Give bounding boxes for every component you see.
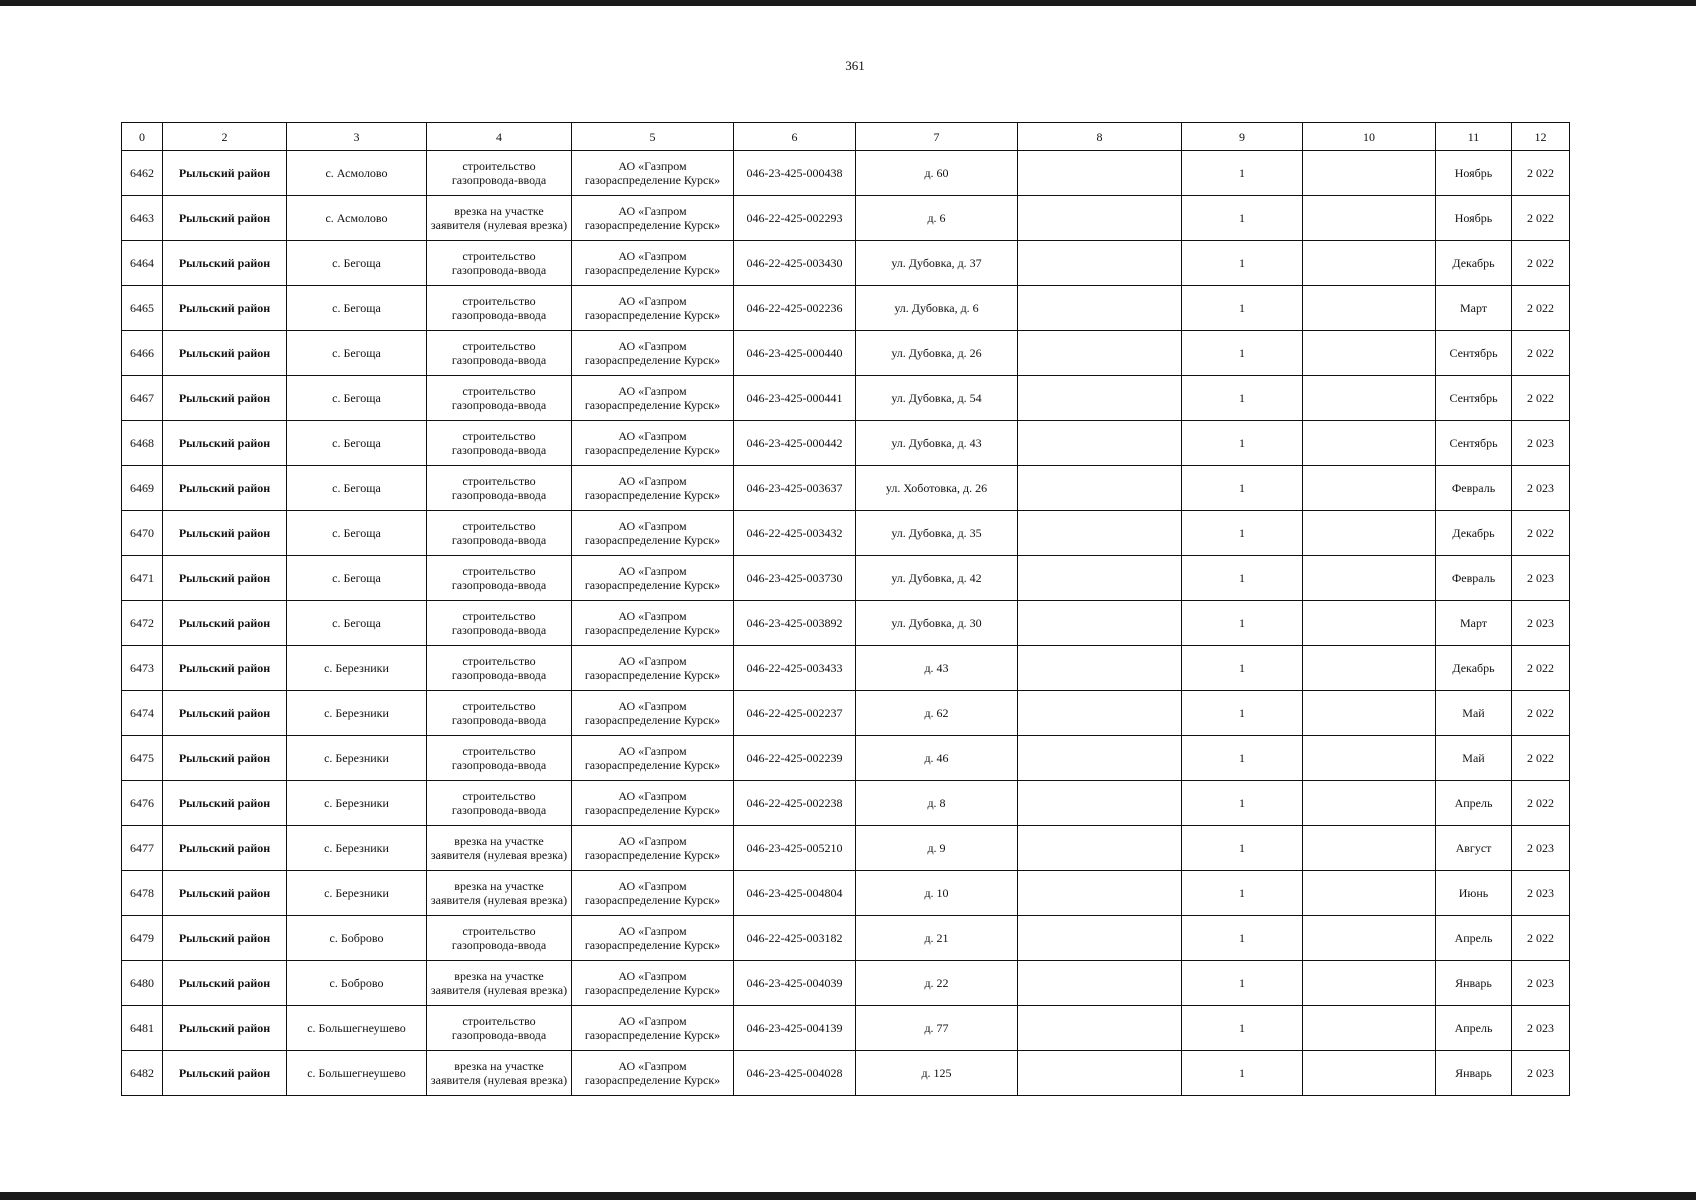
column-header-column-10: 10 (1303, 123, 1436, 151)
cell-column-8 (1018, 466, 1182, 511)
cell-district: Рыльский район (163, 376, 287, 421)
cell-application-number: 046-23-425-003730 (734, 556, 856, 601)
cell-column-8 (1018, 1006, 1182, 1051)
cell-address: д. 10 (856, 871, 1018, 916)
cell-district: Рыльский район (163, 736, 287, 781)
cell-address: д. 9 (856, 826, 1018, 871)
cell-address: д. 8 (856, 781, 1018, 826)
table-row (122, 1006, 1570, 1051)
cell-column-10 (1303, 646, 1436, 691)
cell-work-type: строительство газопровода-ввода (427, 511, 572, 556)
cell-year: 2 022 (1512, 241, 1570, 286)
column-header-district: 2 (163, 123, 287, 151)
cell-application-number: 046-22-425-002237 (734, 691, 856, 736)
cell-application-number: 046-23-425-004039 (734, 961, 856, 1006)
cell-address: ул. Хоботовка, д. 26 (856, 466, 1018, 511)
table-row (122, 151, 1570, 196)
cell-quantity: 1 (1182, 556, 1303, 601)
cell-month: Март (1436, 286, 1512, 331)
cell-column-8 (1018, 241, 1182, 286)
cell-column-8 (1018, 871, 1182, 916)
cell-organization: АО «Газпром газораспределение Курск» (572, 286, 734, 331)
cell-quantity: 1 (1182, 466, 1303, 511)
table-row (122, 826, 1570, 871)
cell-column-8 (1018, 421, 1182, 466)
table-row (122, 781, 1570, 826)
cell-district: Рыльский район (163, 151, 287, 196)
cell-column-8 (1018, 1051, 1182, 1096)
cell-address: ул. Дубовка, д. 43 (856, 421, 1018, 466)
cell-district: Рыльский район (163, 781, 287, 826)
cell-organization: АО «Газпром газораспределение Курск» (572, 1051, 734, 1096)
cell-column-8 (1018, 781, 1182, 826)
cell-work-type: строительство газопровода-ввода (427, 286, 572, 331)
cell-settlement: с. Березники (287, 781, 427, 826)
table-row (122, 286, 1570, 331)
cell-district: Рыльский район (163, 961, 287, 1006)
column-header-column-8: 8 (1018, 123, 1182, 151)
cell-quantity: 1 (1182, 871, 1303, 916)
cell-year: 2 023 (1512, 1051, 1570, 1096)
cell-column-10 (1303, 421, 1436, 466)
cell-work-type: строительство газопровода-ввода (427, 376, 572, 421)
cell-month: Май (1436, 736, 1512, 781)
cell-organization: АО «Газпром газораспределение Курск» (572, 826, 734, 871)
cell-settlement: с. Бегоща (287, 601, 427, 646)
cell-row-number: 6476 (122, 781, 163, 826)
cell-district: Рыльский район (163, 916, 287, 961)
cell-year: 2 022 (1512, 196, 1570, 241)
cell-district: Рыльский район (163, 871, 287, 916)
cell-month: Декабрь (1436, 241, 1512, 286)
cell-month: Май (1436, 691, 1512, 736)
table-row (122, 961, 1570, 1006)
cell-year: 2 023 (1512, 961, 1570, 1006)
cell-year: 2 023 (1512, 556, 1570, 601)
cell-row-number: 6474 (122, 691, 163, 736)
cell-district: Рыльский район (163, 286, 287, 331)
cell-settlement: с. Бегоща (287, 466, 427, 511)
cell-column-8 (1018, 646, 1182, 691)
cell-work-type: строительство газопровода-ввода (427, 151, 572, 196)
cell-quantity: 1 (1182, 646, 1303, 691)
cell-organization: АО «Газпром газораспределение Курск» (572, 871, 734, 916)
cell-row-number: 6482 (122, 1051, 163, 1096)
cell-quantity: 1 (1182, 151, 1303, 196)
cell-work-type: строительство газопровода-ввода (427, 691, 572, 736)
cell-column-10 (1303, 871, 1436, 916)
cell-year: 2 022 (1512, 736, 1570, 781)
cell-column-10 (1303, 601, 1436, 646)
cell-work-type: врезка на участке заявителя (нулевая врезка) (427, 196, 572, 241)
cell-year: 2 023 (1512, 421, 1570, 466)
cell-district: Рыльский район (163, 241, 287, 286)
cell-month: Апрель (1436, 781, 1512, 826)
cell-district: Рыльский район (163, 196, 287, 241)
cell-quantity: 1 (1182, 196, 1303, 241)
cell-application-number: 046-22-425-002238 (734, 781, 856, 826)
cell-address: д. 77 (856, 1006, 1018, 1051)
cell-column-8 (1018, 916, 1182, 961)
cell-row-number: 6462 (122, 151, 163, 196)
cell-district: Рыльский район (163, 556, 287, 601)
cell-address: д. 43 (856, 646, 1018, 691)
cell-organization: АО «Газпром газораспределение Курск» (572, 511, 734, 556)
cell-year: 2 023 (1512, 826, 1570, 871)
cell-column-10 (1303, 376, 1436, 421)
column-header-organization: 5 (572, 123, 734, 151)
cell-organization: АО «Газпром газораспределение Курск» (572, 376, 734, 421)
cell-work-type: строительство газопровода-ввода (427, 421, 572, 466)
cell-column-8 (1018, 736, 1182, 781)
cell-column-8 (1018, 196, 1182, 241)
cell-district: Рыльский район (163, 646, 287, 691)
scan-edge-top (0, 0, 1696, 6)
cell-quantity: 1 (1182, 1051, 1303, 1096)
cell-address: ул. Дубовка, д. 54 (856, 376, 1018, 421)
cell-row-number: 6479 (122, 916, 163, 961)
table-row (122, 916, 1570, 961)
cell-settlement: с. Березники (287, 646, 427, 691)
cell-column-8 (1018, 961, 1182, 1006)
cell-quantity: 1 (1182, 286, 1303, 331)
cell-year: 2 023 (1512, 871, 1570, 916)
cell-address: д. 62 (856, 691, 1018, 736)
cell-work-type: строительство газопровода-ввода (427, 241, 572, 286)
column-header-address: 7 (856, 123, 1018, 151)
cell-district: Рыльский район (163, 1006, 287, 1051)
cell-month: Сентябрь (1436, 376, 1512, 421)
cell-work-type: строительство газопровода-ввода (427, 781, 572, 826)
cell-settlement: с. Березники (287, 691, 427, 736)
cell-address: д. 60 (856, 151, 1018, 196)
cell-application-number: 046-22-425-002293 (734, 196, 856, 241)
table-row (122, 871, 1570, 916)
cell-work-type: строительство газопровода-ввода (427, 646, 572, 691)
cell-month: Ноябрь (1436, 151, 1512, 196)
cell-application-number: 046-22-425-003182 (734, 916, 856, 961)
cell-month: Сентябрь (1436, 421, 1512, 466)
table-row (122, 376, 1570, 421)
cell-column-10 (1303, 241, 1436, 286)
cell-column-10 (1303, 916, 1436, 961)
cell-work-type: строительство газопровода-ввода (427, 466, 572, 511)
table-row (122, 1051, 1570, 1096)
cell-organization: АО «Газпром газораспределение Курск» (572, 781, 734, 826)
cell-address: д. 46 (856, 736, 1018, 781)
cell-year: 2 022 (1512, 376, 1570, 421)
cell-district: Рыльский район (163, 421, 287, 466)
table-row (122, 511, 1570, 556)
cell-month: Апрель (1436, 916, 1512, 961)
cell-column-10 (1303, 736, 1436, 781)
table-row (122, 196, 1570, 241)
cell-settlement: с. Березники (287, 871, 427, 916)
table-row (122, 466, 1570, 511)
cell-column-8 (1018, 691, 1182, 736)
column-header-row-number: 0 (122, 123, 163, 151)
table-row (122, 241, 1570, 286)
cell-column-10 (1303, 826, 1436, 871)
cell-month: Февраль (1436, 556, 1512, 601)
cell-settlement: с. Бегоща (287, 511, 427, 556)
cell-column-8 (1018, 556, 1182, 601)
cell-work-type: строительство газопровода-ввода (427, 736, 572, 781)
cell-settlement: с. Бегоща (287, 241, 427, 286)
cell-work-type: строительство газопровода-ввода (427, 916, 572, 961)
cell-column-10 (1303, 1051, 1436, 1096)
header-row (122, 123, 1570, 151)
column-header-work-type: 4 (427, 123, 572, 151)
table-row (122, 421, 1570, 466)
cell-row-number: 6466 (122, 331, 163, 376)
cell-settlement: с. Асмолово (287, 196, 427, 241)
cell-application-number: 046-23-425-004804 (734, 871, 856, 916)
cell-settlement: с. Березники (287, 826, 427, 871)
cell-work-type: строительство газопровода-ввода (427, 1006, 572, 1051)
cell-year: 2 023 (1512, 466, 1570, 511)
cell-quantity: 1 (1182, 511, 1303, 556)
cell-settlement: с. Большегнеушево (287, 1006, 427, 1051)
cell-settlement: с. Бегоща (287, 376, 427, 421)
column-header-year: 12 (1512, 123, 1570, 151)
cell-application-number: 046-22-425-002239 (734, 736, 856, 781)
cell-quantity: 1 (1182, 331, 1303, 376)
cell-settlement: с. Бегоща (287, 331, 427, 376)
cell-application-number: 046-22-425-003433 (734, 646, 856, 691)
cell-column-10 (1303, 511, 1436, 556)
cell-year: 2 022 (1512, 331, 1570, 376)
cell-organization: АО «Газпром газораспределение Курск» (572, 151, 734, 196)
column-header-quantity: 9 (1182, 123, 1303, 151)
cell-application-number: 046-23-425-005210 (734, 826, 856, 871)
cell-column-10 (1303, 151, 1436, 196)
cell-quantity: 1 (1182, 961, 1303, 1006)
cell-organization: АО «Газпром газораспределение Курск» (572, 331, 734, 376)
cell-quantity: 1 (1182, 421, 1303, 466)
table-row (122, 646, 1570, 691)
cell-column-8 (1018, 826, 1182, 871)
table-row (122, 331, 1570, 376)
cell-quantity: 1 (1182, 916, 1303, 961)
cell-organization: АО «Газпром газораспределение Курск» (572, 556, 734, 601)
cell-address: ул. Дубовка, д. 37 (856, 241, 1018, 286)
cell-district: Рыльский район (163, 691, 287, 736)
cell-settlement: с. Бегоща (287, 421, 427, 466)
cell-application-number: 046-23-425-003892 (734, 601, 856, 646)
cell-organization: АО «Газпром газораспределение Курск» (572, 1006, 734, 1051)
cell-organization: АО «Газпром газораспределение Курск» (572, 916, 734, 961)
table-row (122, 736, 1570, 781)
cell-application-number: 046-23-425-004139 (734, 1006, 856, 1051)
cell-quantity: 1 (1182, 826, 1303, 871)
cell-address: д. 125 (856, 1051, 1018, 1096)
cell-settlement: с. Асмолово (287, 151, 427, 196)
cell-column-10 (1303, 556, 1436, 601)
table-row (122, 601, 1570, 646)
cell-settlement: с. Березники (287, 736, 427, 781)
cell-work-type: врезка на участке заявителя (нулевая врезка) (427, 871, 572, 916)
cell-row-number: 6467 (122, 376, 163, 421)
table-body (122, 151, 1570, 1096)
cell-month: Март (1436, 601, 1512, 646)
cell-quantity: 1 (1182, 781, 1303, 826)
cell-work-type: строительство газопровода-ввода (427, 556, 572, 601)
cell-address: ул. Дубовка, д. 30 (856, 601, 1018, 646)
cell-column-10 (1303, 286, 1436, 331)
cell-address: ул. Дубовка, д. 35 (856, 511, 1018, 556)
table-row (122, 556, 1570, 601)
cell-organization: АО «Газпром газораспределение Курск» (572, 961, 734, 1006)
cell-application-number: 046-22-425-003430 (734, 241, 856, 286)
cell-settlement: с. Боброво (287, 916, 427, 961)
cell-month: Август (1436, 826, 1512, 871)
cell-quantity: 1 (1182, 1006, 1303, 1051)
cell-column-8 (1018, 151, 1182, 196)
cell-organization: АО «Газпром газораспределение Курск» (572, 736, 734, 781)
cell-row-number: 6463 (122, 196, 163, 241)
column-header-application-number: 6 (734, 123, 856, 151)
cell-district: Рыльский район (163, 466, 287, 511)
cell-organization: АО «Газпром газораспределение Курск» (572, 196, 734, 241)
cell-column-10 (1303, 331, 1436, 376)
cell-address: д. 22 (856, 961, 1018, 1006)
column-header-month: 11 (1436, 123, 1512, 151)
cell-column-10 (1303, 781, 1436, 826)
cell-district: Рыльский район (163, 1051, 287, 1096)
cell-row-number: 6471 (122, 556, 163, 601)
cell-address: ул. Дубовка, д. 42 (856, 556, 1018, 601)
cell-district: Рыльский район (163, 511, 287, 556)
cell-application-number: 046-22-425-002236 (734, 286, 856, 331)
cell-month: Июнь (1436, 871, 1512, 916)
cell-work-type: врезка на участке заявителя (нулевая врезка) (427, 961, 572, 1006)
cell-quantity: 1 (1182, 736, 1303, 781)
cell-month: Декабрь (1436, 646, 1512, 691)
cell-settlement: с. Боброво (287, 961, 427, 1006)
cell-work-type: врезка на участке заявителя (нулевая врезка) (427, 826, 572, 871)
cell-month: Сентябрь (1436, 331, 1512, 376)
cell-work-type: строительство газопровода-ввода (427, 601, 572, 646)
cell-column-10 (1303, 466, 1436, 511)
cell-quantity: 1 (1182, 601, 1303, 646)
cell-row-number: 6481 (122, 1006, 163, 1051)
cell-work-type: строительство газопровода-ввода (427, 331, 572, 376)
cell-month: Январь (1436, 961, 1512, 1006)
cell-application-number: 046-23-425-000441 (734, 376, 856, 421)
cell-year: 2 023 (1512, 1006, 1570, 1051)
cell-column-8 (1018, 376, 1182, 421)
cell-column-10 (1303, 196, 1436, 241)
cell-month: Декабрь (1436, 511, 1512, 556)
cell-month: Февраль (1436, 466, 1512, 511)
cell-row-number: 6478 (122, 871, 163, 916)
cell-organization: АО «Газпром газораспределение Курск» (572, 421, 734, 466)
cell-organization: АО «Газпром газораспределение Курск» (572, 241, 734, 286)
cell-settlement: с. Бегоща (287, 286, 427, 331)
registry-table (121, 122, 1570, 1096)
cell-year: 2 022 (1512, 511, 1570, 556)
cell-district: Рыльский район (163, 826, 287, 871)
cell-row-number: 6475 (122, 736, 163, 781)
column-header-settlement: 3 (287, 123, 427, 151)
cell-year: 2 022 (1512, 916, 1570, 961)
cell-address: ул. Дубовка, д. 26 (856, 331, 1018, 376)
cell-district: Рыльский район (163, 601, 287, 646)
table-row (122, 691, 1570, 736)
cell-month: Январь (1436, 1051, 1512, 1096)
cell-year: 2 022 (1512, 781, 1570, 826)
cell-quantity: 1 (1182, 376, 1303, 421)
cell-row-number: 6472 (122, 601, 163, 646)
cell-column-8 (1018, 331, 1182, 376)
cell-district: Рыльский район (163, 331, 287, 376)
cell-application-number: 046-23-425-003637 (734, 466, 856, 511)
cell-row-number: 6468 (122, 421, 163, 466)
cell-application-number: 046-23-425-000438 (734, 151, 856, 196)
cell-row-number: 6477 (122, 826, 163, 871)
cell-year: 2 022 (1512, 151, 1570, 196)
cell-work-type: врезка на участке заявителя (нулевая врезка) (427, 1051, 572, 1096)
scan-edge-bottom (0, 1192, 1696, 1200)
cell-organization: АО «Газпром газораспределение Курск» (572, 691, 734, 736)
cell-row-number: 6464 (122, 241, 163, 286)
cell-column-10 (1303, 961, 1436, 1006)
cell-application-number: 046-22-425-003432 (734, 511, 856, 556)
cell-address: д. 6 (856, 196, 1018, 241)
cell-column-8 (1018, 286, 1182, 331)
cell-column-8 (1018, 601, 1182, 646)
cell-row-number: 6470 (122, 511, 163, 556)
cell-organization: АО «Газпром газораспределение Курск» (572, 466, 734, 511)
cell-column-10 (1303, 1006, 1436, 1051)
cell-address: д. 21 (856, 916, 1018, 961)
page-number: 361 (845, 58, 865, 73)
cell-year: 2 022 (1512, 691, 1570, 736)
cell-year: 2 022 (1512, 286, 1570, 331)
cell-organization: АО «Газпром газораспределение Курск» (572, 646, 734, 691)
cell-column-8 (1018, 511, 1182, 556)
cell-quantity: 1 (1182, 241, 1303, 286)
cell-month: Апрель (1436, 1006, 1512, 1051)
cell-application-number: 046-23-425-000440 (734, 331, 856, 376)
cell-row-number: 6465 (122, 286, 163, 331)
cell-application-number: 046-23-425-004028 (734, 1051, 856, 1096)
cell-row-number: 6469 (122, 466, 163, 511)
cell-row-number: 6473 (122, 646, 163, 691)
cell-address: ул. Дубовка, д. 6 (856, 286, 1018, 331)
cell-row-number: 6480 (122, 961, 163, 1006)
cell-settlement: с. Бегоща (287, 556, 427, 601)
cell-application-number: 046-23-425-000442 (734, 421, 856, 466)
cell-organization: АО «Газпром газораспределение Курск» (572, 601, 734, 646)
cell-quantity: 1 (1182, 691, 1303, 736)
cell-month: Ноябрь (1436, 196, 1512, 241)
cell-settlement: с. Большегнеушево (287, 1051, 427, 1096)
cell-column-10 (1303, 691, 1436, 736)
cell-year: 2 023 (1512, 601, 1570, 646)
cell-year: 2 022 (1512, 646, 1570, 691)
